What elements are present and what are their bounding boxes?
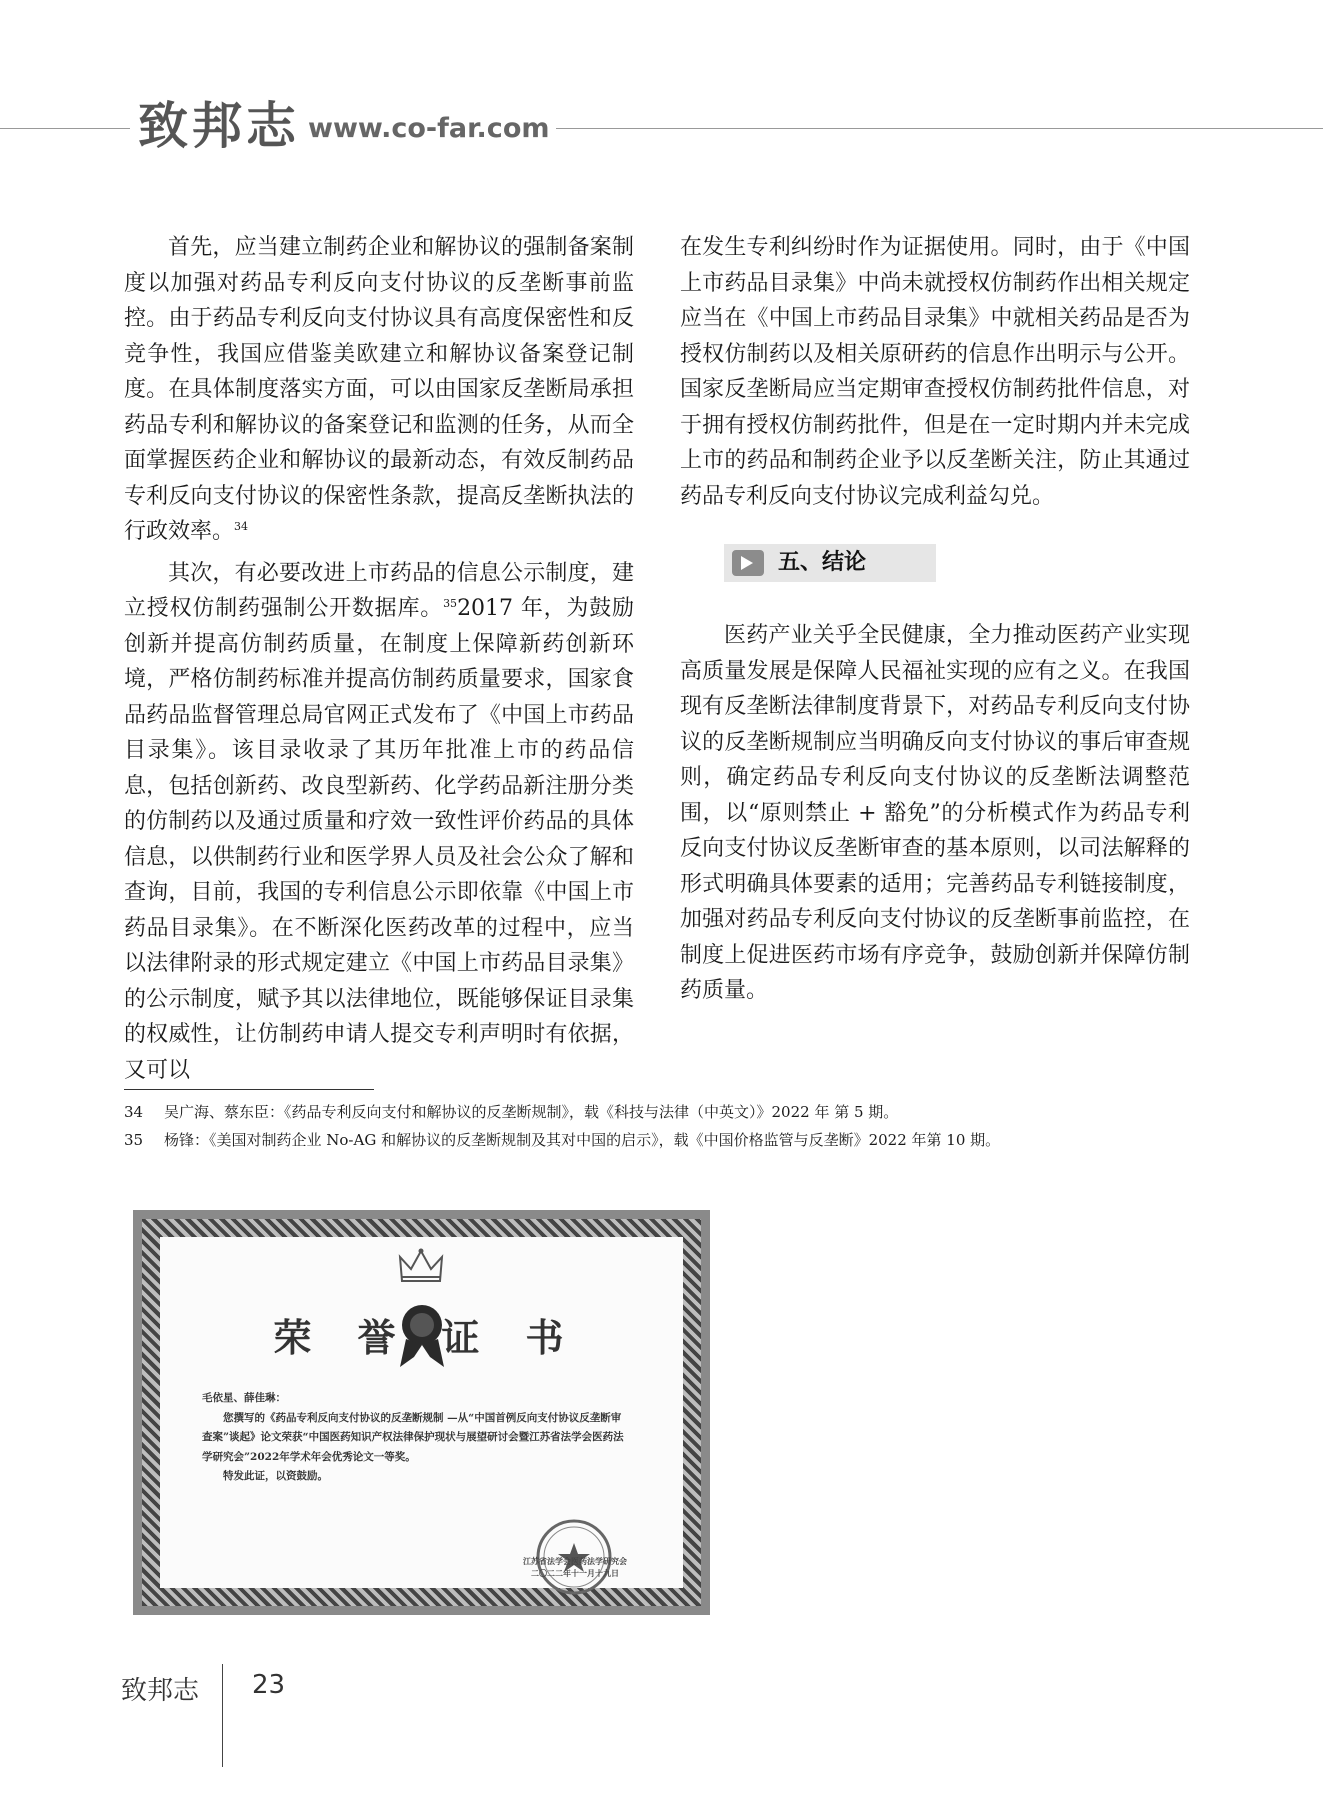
arrow-icon (732, 550, 764, 576)
magazine-url: www.co-far.com (302, 112, 556, 146)
paragraph-filing-system: 首先，应当建立制药企业和解协议的强制备案制度以加强对药品专利反向支付协议的反垄断事前监控。由于药品专利反向支付协议具有高度保密性和反竞争性，我国应借鉴美欧建立和解协议备案登记制度。在具体制度落实方面，可以由国家反垄断局承担药品专利和解协议的备案登记和监测的任务，从而全面掌握医药企业和解协议的最新动态，有效反制药品专利反向支付协议的保密性条款，提高反垄断执法的行政效率。$^{34}$ (124, 235, 634, 544)
certificate-body (202, 1389, 627, 1487)
paragraph-continued: 在发生专利纠纷时作为证据使用。同时，由于《中国上市药品目录集》中尚未就授权仿制药作出相关规定应当在《中国上市药品目录集》中就相关药品是否为授权仿制药以及相关原研药的信息作出明示与公开。国家反垄断局应当定期审查授权仿制药批件信息，对于拥有授权仿制药批件，但是在一定时期内并未完成上市的药品和制药企业予以反垄断关注，防止其通过药品专利反向支付协议完成利益勾兑。 (680, 235, 1190, 509)
header-rule-right (550, 128, 1323, 129)
certificate-border (142, 1219, 701, 1606)
honor-certificate-photo (133, 1210, 710, 1615)
footnote-number: 35 (124, 1131, 144, 1149)
footnote-text: 杨锋：《美国对制药企业 No-AG 和解协议的反垄断规制及其对中国的启示》，载《中国价格监管与反垄断》2022 年第 10 期。 (164, 1131, 1001, 1149)
left-column (124, 230, 634, 1088)
right-column (680, 230, 1190, 1009)
paragraph-conclusion: 医药产业关乎全民健康，全力推动医药产业实现高质量发展是保障人民福祉实现的应有之义。在我国现有反垄断法律制度背景下，对药品专利反向支付协议的反垄断规制应当明确反向支付协议的事后审查规则，确定药品专利反向支付协议的反垄断法调整范围，以“原则禁止 + 豁免”的分析模式作为药品专利反向支付协议反垄断审查的基本原则，以司法解释的形式明确具体要素的适用；完善药品专利链接制度，加强对药品专利反向支付协议的反垄断事前监控，在制度上促进医药市场有序竞争，鼓励创新并保障仿制药质量。 (680, 623, 1190, 1003)
footnote-ref-35: 35 (443, 597, 458, 610)
certificate-text: 您撰写的《药品专利反向支付协议的反垄断规制 —从“中国首例反向支付协议反垄断审查案”谈起》论文荣获“中国医药知识产权法律保护现状与展望研讨会暨江苏省法学会医药法学研究会”2022年学术年会优秀论文一等奖。 (202, 1411, 624, 1463)
magazine-brand: 致邦志 (130, 96, 308, 156)
certificate-closing: 特发此证，以资鼓励。 (223, 1470, 328, 1483)
certificate-date: 二〇二二年十一月十九日 (531, 1568, 619, 1578)
paragraph-disclosure-system: 其次，有必要改进上市药品的信息公示制度，建立授权仿制药强制公开数据库。$^{35}$2017 年，为鼓励创新并提高仿制药质量，在制度上保障新药创新环境，严格仿制药标准并提高仿制药质量要求，国家食品药品监督管理总局官网正式发布了《中国上市药品目录集》。该目录收录了其历年批准上市的药品信息，包括创新药、改良型新药、化学药品新注册分类的仿制药以及通过质量和疗效一致性评价药品的具体信息，以供制药行业和医学界人员及社会公众了解和查询，目前，我国的专利信息公示即依靠《中国上市药品目录集》。在不断深化医药改革的过程中，应当以法律附录的形式规定建立《中国上市药品目录集》的公示制度，赋予其以法律地位，既能够保证目录集的权威性，让仿制药申请人提交专利声明时有依据，又可以 (124, 560, 634, 1083)
footnote (124, 1098, 1204, 1126)
certificate-signature (500, 1555, 650, 1579)
section-heading (724, 544, 936, 582)
header-rule-left (0, 128, 130, 129)
certificate-title: 荣誉证书 (273, 1316, 610, 1360)
footnote-text: 吴广海、蔡东臣：《药品专利反向支付和解协议的反垄断规制》，载《科技与法律（中英文）》2022 年 第 5 期。 (164, 1103, 899, 1121)
footnote-rule (124, 1089, 374, 1090)
section-title: 五、结论 (778, 550, 867, 576)
footer-brand: 致邦志 (121, 1676, 200, 1706)
certificate-issuer: 江苏省法学会医药法学研究会 (523, 1556, 627, 1566)
certificate-paper (160, 1237, 683, 1588)
page-number: 23 (252, 1670, 286, 1700)
footnote-ref-34: 34 (234, 520, 249, 533)
footnote (124, 1126, 1204, 1154)
footer-separator (222, 1664, 223, 1767)
footnotes (124, 1098, 1204, 1154)
crown-icon (398, 1247, 444, 1287)
footnote-number: 34 (124, 1103, 144, 1121)
certificate-recipient: 毛依星、薛佳琳： (202, 1392, 286, 1404)
